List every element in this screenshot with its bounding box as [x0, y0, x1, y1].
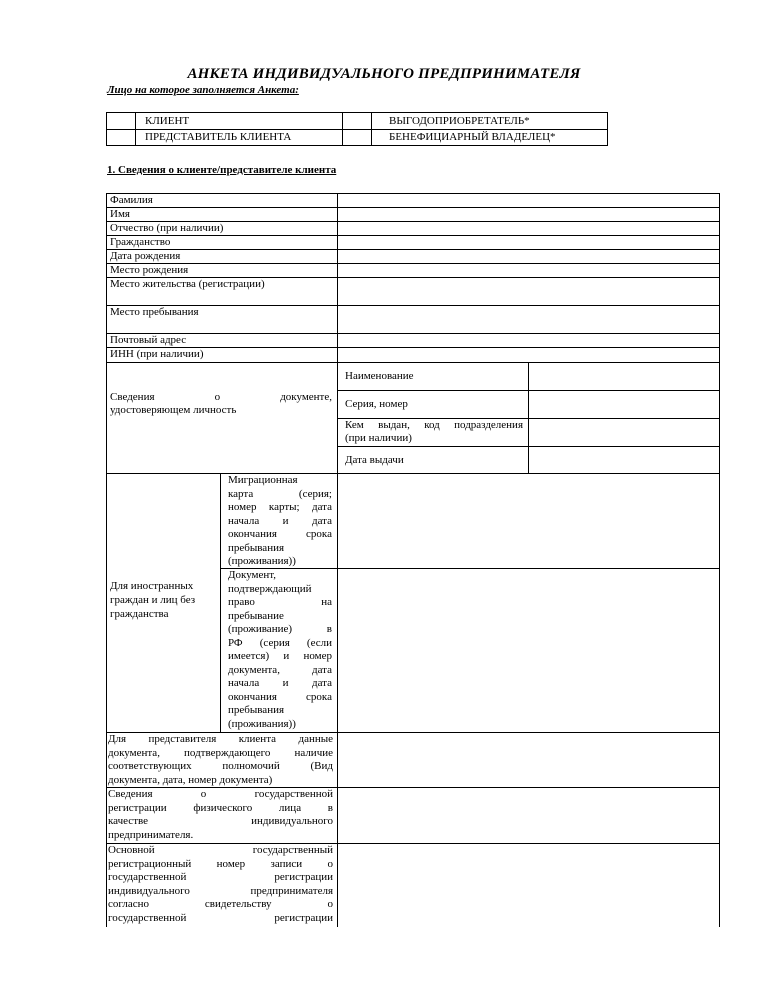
field-stay-place-label: Место пребывания: [110, 306, 199, 318]
birth-date-input[interactable]: [338, 250, 719, 263]
option-client: КЛИЕНТ: [145, 115, 190, 127]
text-line: начала и дата: [228, 677, 332, 689]
text-line: государственной регистрации: [108, 871, 333, 883]
field-residence-label: Место жительства (регистрации): [110, 278, 265, 290]
name-input[interactable]: [338, 208, 719, 221]
text-line: документа, подтверждающего наличие: [108, 746, 333, 759]
id-document-name-input[interactable]: [529, 363, 719, 390]
text-line: окончания срока: [228, 690, 332, 703]
patronymic-input[interactable]: [338, 222, 719, 235]
option-beneficial-owner: БЕНЕФИЦИАРНЫЙ ВЛАДЕЛЕЦ*: [389, 131, 556, 143]
registration-label: [108, 788, 333, 842]
text-line: (проживания)): [228, 717, 296, 730]
text-line: качестве индивидуального: [108, 815, 333, 827]
id-document-issued-by-input[interactable]: [529, 419, 719, 446]
text-line: карта (серия;: [228, 487, 332, 500]
text-line: пребывания: [228, 704, 285, 716]
ogrnip-input[interactable]: [338, 844, 719, 927]
text-line: РФ (серия (если: [228, 636, 332, 649]
representative-input[interactable]: [338, 733, 719, 787]
birth-place-input[interactable]: [338, 264, 719, 277]
text-line: (проживание) в: [228, 623, 332, 635]
migration-card-label: [228, 474, 332, 569]
id-document-issued-by-line2: (при наличии): [345, 432, 412, 444]
id-document-issue-date-label: Дата выдачи: [345, 454, 404, 466]
inn-input[interactable]: [338, 348, 719, 362]
stay-place-input[interactable]: [338, 306, 719, 333]
text-line: документа, дата: [228, 663, 332, 676]
citizenship-input[interactable]: [338, 236, 719, 249]
text-line: предпринимателя.: [108, 828, 194, 841]
text-line: Сведения о государственной: [108, 788, 333, 800]
text-line: согласно свидетельству о: [108, 898, 333, 910]
text-line: пребывания: [228, 541, 285, 554]
text-line: Миграционная: [228, 474, 298, 486]
text-line: право на: [228, 596, 332, 608]
postal-address-input[interactable]: [338, 334, 719, 347]
field-postal-address-label: Почтовый адрес: [110, 334, 187, 346]
residence-permit-label: [228, 569, 332, 731]
option-beneficiary: ВЫГОДОПРИОБРЕТАТЕЛЬ*: [389, 115, 530, 127]
foreigners-label-line2: граждан и лиц без: [110, 594, 196, 606]
text-line: государственной регистрации: [108, 911, 333, 924]
text-line: начала и дата: [228, 514, 332, 527]
text-line: индивидуального предпринимателя: [108, 884, 333, 897]
field-name-label: Имя: [110, 208, 130, 220]
field-inn-label: ИНН (при наличии): [110, 348, 204, 360]
id-document-label-line1: Сведения о документе,: [110, 391, 332, 403]
section-1-title: 1. Сведения о клиенте/представителе клиента: [107, 164, 337, 176]
text-line: подтверждающий: [228, 582, 312, 595]
field-birth-date-label: Дата рождения: [110, 250, 181, 262]
option-client-rep: ПРЕДСТАВИТЕЛЬ КЛИЕНТА: [145, 131, 292, 143]
id-document-label-line2: удостоверяющем личность: [110, 404, 237, 416]
text-line: Основной государственный: [108, 844, 333, 856]
text-line: (проживания)): [228, 555, 296, 567]
text-line: соответствующих полномочий (Вид: [108, 760, 333, 772]
foreigners-label-line3: гражданства: [110, 608, 169, 620]
residence-permit-input[interactable]: [338, 569, 719, 732]
id-document-issued-by-line1: Кем выдан, код подразделения: [345, 419, 523, 431]
field-surname-label: Фамилия: [110, 194, 153, 206]
id-document-series-label: Серия, номер: [345, 398, 408, 410]
id-document-issue-date-input[interactable]: [529, 447, 719, 473]
text-line: Для представителя клиента данные: [108, 733, 333, 745]
registration-input[interactable]: [338, 788, 719, 843]
text-line: окончания срока: [228, 528, 332, 540]
text-line: документа, дата, номер документа): [108, 773, 273, 786]
ogrnip-label: [108, 844, 333, 925]
foreigners-label-line1: Для иностранных: [110, 580, 194, 592]
id-document-series-input[interactable]: [529, 391, 719, 418]
document-subtitle: Лицо на которое заполняется Анкета:: [107, 84, 299, 96]
surname-input[interactable]: [338, 194, 719, 207]
field-birth-place-label: Место рождения: [110, 264, 189, 276]
text-line: имеется) и номер: [228, 650, 332, 662]
text-line: регистрации физического лица в: [108, 801, 333, 814]
text-line: пребывание: [228, 609, 284, 622]
field-citizenship-label: Гражданство: [110, 236, 171, 248]
id-document-name-label: Наименование: [345, 370, 414, 382]
text-line: номер карты; дата: [228, 501, 332, 513]
text-line: Документ,: [228, 569, 277, 581]
document-title: АНКЕТА ИНДИВИДУАЛЬНОГО ПРЕДПРИНИМАТЕЛЯ: [187, 66, 581, 82]
representative-label: [108, 733, 333, 787]
field-patronymic-label: Отчество (при наличии): [110, 222, 224, 234]
residence-input[interactable]: [338, 278, 719, 305]
text-line: регистрационный номер записи о: [108, 857, 333, 870]
migration-card-input[interactable]: [338, 474, 719, 568]
